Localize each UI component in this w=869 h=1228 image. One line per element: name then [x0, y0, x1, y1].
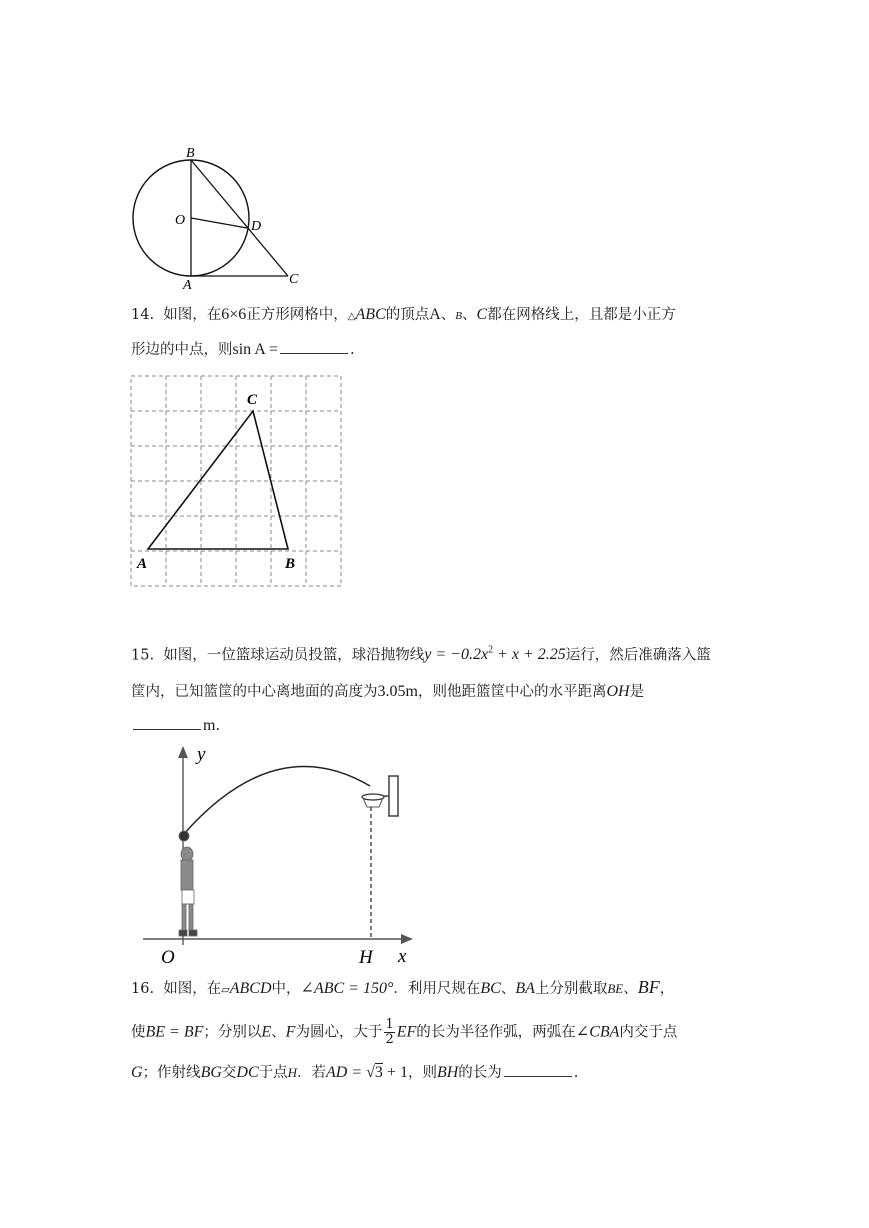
figure-grid-triangle [128, 373, 348, 591]
fraction-one-half: $\frac{1}{2}$ [385, 1017, 394, 1047]
question-16-line-2: 使BE = BF；分别以E、F为圆心，大于 $\frac{1}{2}$ EF的长为半径作弧，两弧在∠CBA内交于点 [131, 1017, 678, 1047]
question-15-line-2: 筐内，已知篮筐的中心离地面的高度为3.05m，则他距篮筐中心的水平距离OH是 [131, 683, 645, 700]
q16-angle: ∠ABC = 150° [300, 980, 394, 997]
fig15-label-o: O [161, 947, 175, 968]
figure-circle-tangent [125, 140, 310, 290]
fig13-label-a: A [183, 278, 192, 290]
question-14-line-1: 14. 如图，在6×6正方形网格中，△ABC的顶点A、B、C都在网格线上，且都是小正方 [131, 306, 676, 323]
q15-equation: $y = -0.2x^2 + x + 2.25$ [424, 645, 566, 664]
q15-height: 3.05m [377, 683, 418, 700]
q16-number: 16. [131, 981, 155, 997]
question-15-line-3: m. [131, 716, 220, 736]
question-15-line-1: 15. 如图，一位篮球运动员投篮，球沿抛物线$y = -0.2x^2 + x + 2.25$运行，然后准确落入篮 [131, 645, 711, 664]
q16-ad-expression: AD = √3 + 1 [326, 1064, 408, 1081]
answer-blank-15[interactable] [133, 728, 201, 730]
question-16-line-3: G；作射线BG交DC于点H．若AD = √3 + 1，则BH的长为 . [131, 1064, 579, 1081]
q15-number: 15. [131, 647, 155, 664]
sqrt-symbol: √ [366, 1064, 375, 1081]
fig13-label-b: B [186, 146, 195, 161]
figure-basketball-parabola [135, 740, 425, 970]
q14-expression: sin A = [232, 341, 278, 358]
fig14-label-c: C [247, 392, 258, 408]
q14-number: 14. [131, 307, 155, 323]
fig15-label-x: x [398, 946, 407, 967]
fig13-label-d: D [251, 219, 262, 234]
answer-blank-16[interactable] [504, 1075, 572, 1077]
fig14-label-b: B [285, 556, 296, 572]
answer-blank-14[interactable] [280, 352, 348, 354]
question-14-line-2: 形边的中点，则sin A = . [131, 341, 355, 358]
fig13-label-o: O [175, 213, 186, 228]
fig14-label-a: A [137, 556, 148, 572]
fig15-label-h: H [359, 947, 373, 968]
fig13-label-c: C [289, 272, 299, 287]
fig15-label-y: y [197, 744, 206, 765]
question-16-line-1: 16. 如图，在▱ABCD中，∠ABC = 150°．利用尺规在BC、BA上分别截取BE、BF， [131, 977, 675, 997]
